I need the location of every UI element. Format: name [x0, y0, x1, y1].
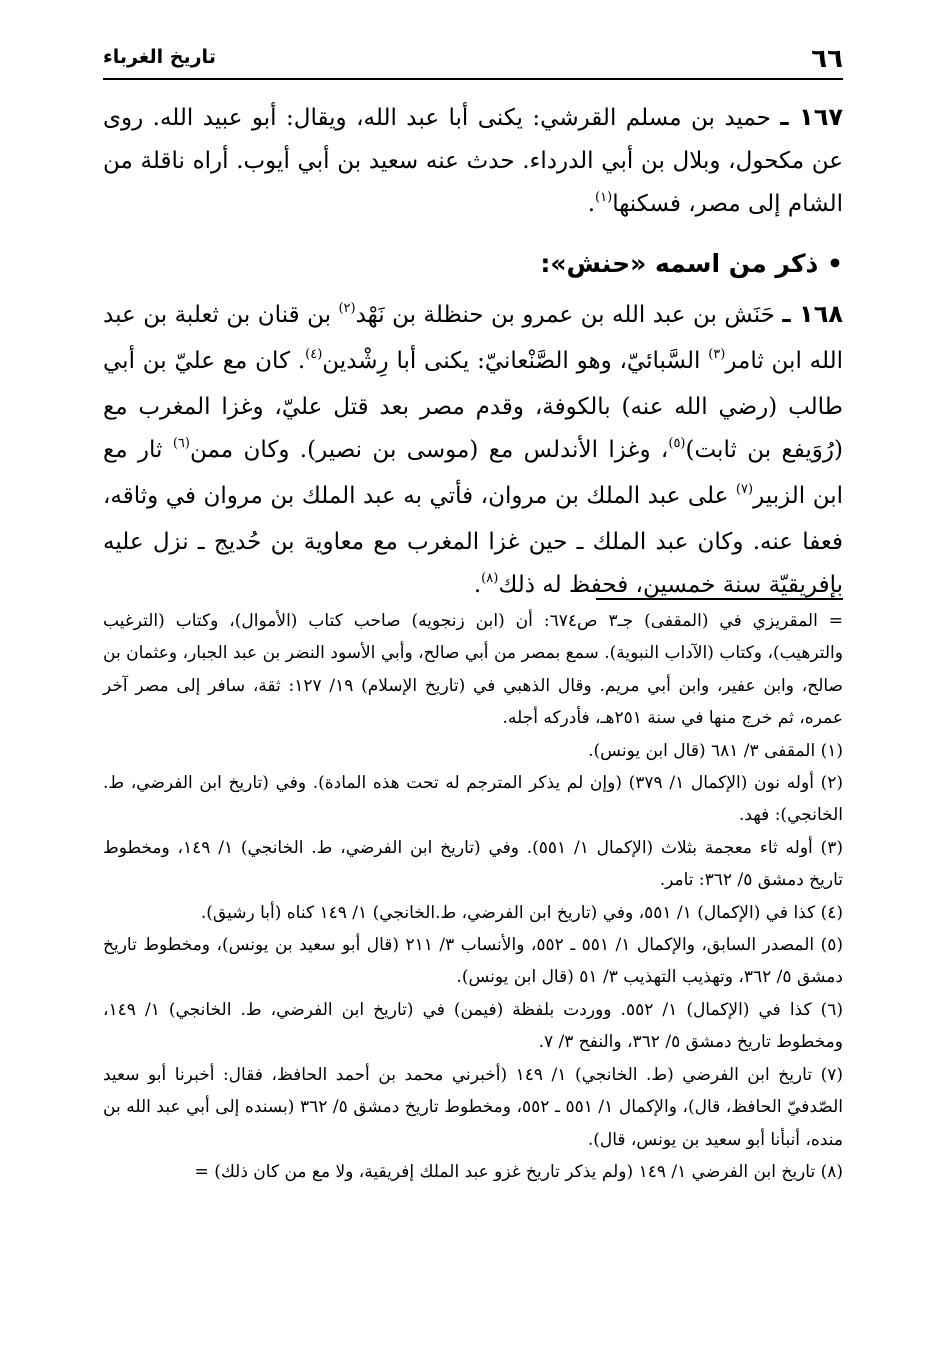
entry-168	[103, 293, 843, 610]
entry-number: ١٦٧ ـ	[780, 103, 843, 131]
page-number: ٦٦	[811, 44, 843, 74]
section-heading: • ذكر من اسمه «حنش»:	[540, 249, 843, 278]
footnote-divider	[596, 598, 843, 600]
footnote-continuation-rest: (الترغيب والترهيب)، وكتاب (الآداب النبوية). سمع بمصر من أبي صالح، وأبي الأسود النضر بن عبد الجبار، وعثمان بن صالح، وابن عفير، وابن أبي مريم. وقال الذهبي في (تاريخ الإسلام) ١٩/ ١٢٧: ثقة، سافر إلى مصر آخر عمره، ثم خرج منها في سنة ٢٥١هـ، فأدركه أجله.	[103, 611, 843, 729]
entry-text-tail: .	[587, 191, 596, 217]
footnote-8: (٨) تاريخ ابن الفرضي ١/ ١٤٩ (ولم يذكر تاريخ غزو عبد الملك إفريقية، ولا مع من كان ذلك) =	[194, 1161, 843, 1182]
entry-text: حَنَش بن عبد الله بن عمرو بن حنظلة بن نَهْد	[355, 302, 775, 328]
footnote-1: (١) المقفى ٣/ ٦٨١ (قال ابن يونس).	[588, 740, 843, 761]
footnote-ref: (٤)	[305, 347, 323, 362]
footnotes	[103, 605, 843, 1188]
footnote-ref: (٥)	[668, 436, 686, 451]
footnote-ref: (٦)	[172, 436, 190, 451]
footnote-ref: (٣)	[708, 347, 726, 362]
footnote-4: (٤) كذا في (الإكمال) ١/ ٥٥١، وفي (تاريخ ابن الفرضي، ط.الخانجي) ١/ ١٤٩ كناه (أبا رشيق).	[200, 902, 843, 923]
entry-text: . كان مع عليّ بن أبي طالب (رضي الله عنه) بالكوفة، وقدم مصر بعد قتل عليّ، وغزا المغرب مع (رُوَيفع بن ثابت)	[103, 348, 843, 463]
entry-text: السَّبائيّ، وهو الصَّنْعانيّ: يكنى أبا رِشْدين	[322, 348, 709, 374]
footnote-ref: (١)	[595, 190, 613, 205]
footnote-7: (٧) تاريخ ابن الفرضي (ط. الخانجي) ١/ ١٤٩ (أخبرني محمد بن أحمد الحافظ، فقال: أخبرنا أبو سعيد الصّدفيّ الحافظ، قال)، والإكمال ١/ ٥٥١ ـ ٥٥٢، ومخطوط تاريخ دمشق ٥/ ٣٦٢ (بسنده إلى أبي عبد الله بن منده، أنبأنا أبو سعيد بن يونس، قال).	[103, 1064, 844, 1150]
header-divider	[103, 78, 843, 80]
entry-text-tail: .	[473, 572, 482, 598]
footnote-ref: (٢)	[338, 301, 356, 316]
entry-text: ثار مع ابن الزبير	[103, 437, 844, 509]
entry-167	[103, 96, 843, 229]
footnote-ref: (٧)	[735, 482, 754, 497]
main-text	[103, 96, 843, 610]
footnote-6: (٦) كذا في (الإكمال) ١/ ٥٥٢. ووردت بلفظة (فيمن) في (تاريخ ابن الفرضي، ط. الخانجي) ١/ ١٤٩، ومخطوط تاريخ دمشق ٥/ ٣٦٢، والنفح ٣/ ٧.	[103, 999, 844, 1053]
entry-text: حميد بن مسلم القرشي: يكنى أبا عبد الله، ويقال: أبو عبيد الله. روى عن مكحول، وبلال بن أبي الدرداء. حدث عنه سعيد بن أبي أيوب. أراه ناقلة من الشام إلى مصر، فسكنها	[103, 105, 843, 217]
footnote-5: (٥) المصدر السابق، والإكمال ١/ ٥٥١ ـ ٥٥٢، والأنساب ٣/ ٢١١ (قال أبو سعيد بن يونس)، ومخطوط تاريخ دمشق ٥/ ٣٦٢، وتهذيب التهذيب ٣/ ٥١ (قال ابن يونس).	[103, 935, 843, 988]
footnote-2: (٢) أوله نون (الإكمال ١/ ٣٧٩) (وإن لم يذكر المترجم له تحت هذه المادة). وفي (تاريخ ابن الفرضي، ط. الخانجي): فهد.	[103, 773, 843, 826]
entry-text: على عبد الملك بن مروان، فأتي به عبد الملك بن مروان في وثاقه، فعفا عنه. وكان عبد الملك ـ حين غزا المغرب مع معاوية بن حُديج ـ نزل عليه بإفريقيّة سنة خمسين، فحفظ له ذلك	[103, 483, 843, 598]
running-title: تاريخ الغرباء	[103, 46, 216, 68]
entry-number: ١٦٨ ـ	[782, 300, 843, 328]
entry-text: ، وغزا الأندلس مع (موسى بن نصير). وكان ممن	[189, 437, 669, 463]
entry-text: بن قنان بن ثعلبة بن عبد الله ابن ثامر	[103, 302, 844, 374]
footnote-continuation-first: = المقريزي في (المقفى) جـ٣ ص٦٧٤: أن (ابن زنجويه) صاحب كتاب (الأموال)، وكتاب	[175, 611, 844, 631]
footnote-3: (٣) أوله ثاء معجمة بثلاث (الإكمال ١/ ٥٥١). وفي (تاريخ ابن الفرضي، ط. الخانجي) ١/ ١٤٩، ومخطوط تاريخ دمشق ٥/ ٣٦٢: تامر.	[103, 837, 843, 891]
footnote-continuation	[103, 605, 843, 735]
page-header	[103, 40, 843, 80]
footnote-ref: (٨)	[481, 571, 499, 586]
